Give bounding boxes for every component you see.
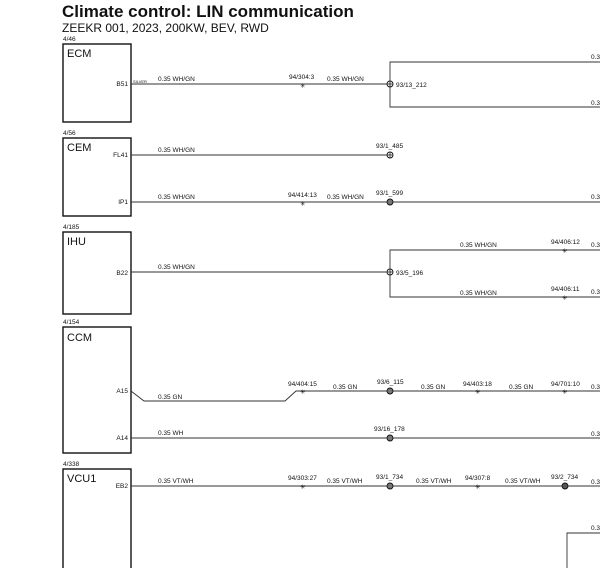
- wire-label: 0.35 WH/GN: [327, 194, 364, 201]
- wire-label: 0.3: [591, 525, 600, 532]
- wire-label: 0.35 GN: [158, 394, 183, 401]
- connector-node: [387, 199, 393, 205]
- connector-label: 94/414:13: [288, 192, 317, 199]
- connector-label: 94/406:12: [551, 239, 580, 246]
- module-ref: 4/185: [63, 224, 80, 231]
- module-name: CCM: [67, 332, 93, 344]
- module-name: ECM: [67, 48, 92, 60]
- wire-vcu1-eb2: [131, 474, 600, 491]
- wire-cem-ip1: [131, 190, 600, 208]
- connector-label: 94/701:10: [551, 381, 580, 388]
- module-vcu1: [63, 461, 131, 568]
- partial-module: [567, 525, 600, 568]
- connector-node: [562, 483, 568, 489]
- pin-label: EB2: [115, 483, 128, 490]
- module-ccm: [63, 319, 131, 453]
- svg-text:✳: ✳: [562, 389, 568, 396]
- wire-label: 0.3: [591, 289, 600, 296]
- module-name: CEM: [67, 142, 92, 154]
- svg-text:✳: ✳: [300, 83, 306, 90]
- module-ref: 4/56: [63, 130, 76, 137]
- module-name: VCU1: [67, 473, 97, 485]
- wire-label: 0.35 VT/WH: [416, 478, 452, 485]
- svg-text:✳: ✳: [562, 295, 568, 302]
- wire-label: 0.35 VT/WH: [158, 478, 194, 485]
- wire-label: 0.35 WH/GN: [460, 242, 497, 249]
- module-ihu: [63, 224, 131, 314]
- wire-label: 0.35 WH/GN: [327, 76, 364, 83]
- connector-label: 93/1_734: [376, 474, 404, 481]
- connector-label: 94/303:27: [288, 475, 317, 482]
- pin-label: FL41: [113, 152, 128, 159]
- module-ref: 4/154: [63, 319, 80, 326]
- svg-text:✳: ✳: [300, 201, 306, 208]
- wire-label: 0.3: [591, 54, 600, 61]
- wire-ccm-a14: [131, 426, 600, 441]
- wire-label: 0.35 WH: [158, 430, 184, 437]
- connector-node: [387, 483, 393, 489]
- pin-label: IP1: [118, 199, 128, 206]
- connector-label: 94/307:8: [465, 475, 491, 482]
- pin-label: A15: [116, 388, 128, 395]
- wire-label: 0.3: [591, 194, 600, 201]
- wire-label: 0.35 WH/GN: [158, 76, 195, 83]
- wire-ihu-b22: [131, 239, 600, 302]
- wire-label: SILVER: [133, 79, 147, 84]
- wire-label: 0.3: [591, 242, 600, 249]
- connector-node: [387, 435, 393, 441]
- connector-label: 93/6_115: [377, 379, 404, 386]
- module-name: IHU: [67, 236, 86, 248]
- wire-ccm-a15: [131, 379, 600, 401]
- connector-label: 93/5_196: [396, 270, 424, 277]
- connector-label: 94/304:3: [289, 74, 315, 81]
- page-subtitle: ZEEKR 001, 2023, 200KW, BEV, RWD: [62, 21, 269, 35]
- wire-label: 0.35 WH/GN: [460, 290, 497, 297]
- connector-label: 93/1_599: [376, 190, 404, 197]
- module-ref: 4/338: [63, 461, 80, 468]
- module-ecm: [63, 36, 131, 122]
- connector-label: 93/13_212: [396, 82, 427, 89]
- wire-label: 0.3: [591, 100, 600, 107]
- pin-label: B22: [116, 270, 128, 277]
- wire-cem-fl41: [131, 143, 403, 158]
- connector-label: 93/1_485: [376, 143, 404, 150]
- svg-text:✳: ✳: [475, 484, 481, 491]
- module-ref: 4/46: [63, 36, 76, 43]
- wire-label: 0.35 GN: [333, 384, 358, 391]
- connector-label: 93/2_734: [551, 474, 579, 481]
- connector-label: 94/403:18: [463, 381, 492, 388]
- connector-node: [387, 388, 393, 394]
- wire-label: 0.35 VT/WH: [505, 478, 541, 485]
- connector-label: 93/16_178: [374, 426, 405, 433]
- wire-ecm-b51: [131, 54, 600, 107]
- wire-label: 0.35 VT/WH: [327, 478, 363, 485]
- wire-label: 0.35 GN: [509, 384, 534, 391]
- svg-text:✳: ✳: [562, 248, 568, 255]
- page-title: Climate control: LIN communication: [62, 2, 354, 21]
- wire-label: 0.3: [591, 384, 600, 391]
- pin-label: B51: [116, 81, 128, 88]
- wire-label: 0.35 GN: [421, 384, 446, 391]
- connector-label: 94/404:15: [288, 381, 317, 388]
- svg-text:✳: ✳: [475, 389, 481, 396]
- connector-label: 94/406:11: [551, 286, 580, 293]
- wire-label: 0.35 WH/GN: [158, 264, 195, 271]
- wire-label: 0.3: [591, 431, 600, 438]
- module-cem: [63, 130, 131, 216]
- wire-label: 0.35 WH/GN: [158, 194, 195, 201]
- wire-label: 0.3: [591, 479, 600, 486]
- wire-label: 0.35 WH/GN: [158, 147, 195, 154]
- svg-text:✳: ✳: [300, 389, 306, 396]
- svg-text:✳: ✳: [300, 484, 306, 491]
- pin-label: A14: [116, 435, 128, 442]
